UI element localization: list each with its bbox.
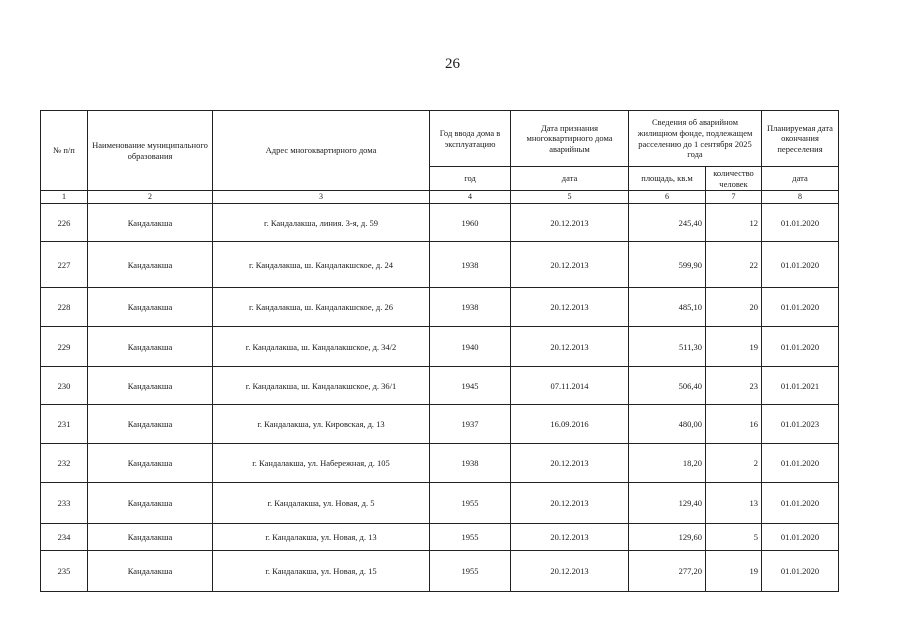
- cell-municipality: Кандалакша: [88, 204, 213, 242]
- cell-municipality: Кандалакша: [88, 551, 213, 592]
- header-year: Год ввода дома в эксплуатацию: [430, 111, 511, 167]
- header-address: Адрес многоквартирного дома: [213, 111, 430, 191]
- cell-people: 22: [706, 242, 762, 288]
- cell-area: 511,30: [629, 327, 706, 367]
- cell-area: 599,90: [629, 242, 706, 288]
- cell-year: 1960: [430, 204, 511, 242]
- column-number: 1: [41, 191, 88, 204]
- cell-municipality: Кандалакша: [88, 242, 213, 288]
- table-row: [41, 444, 839, 483]
- cell-municipality: Кандалакша: [88, 524, 213, 551]
- cell-area: 129,60: [629, 524, 706, 551]
- table-row: [41, 551, 839, 592]
- column-number: 6: [629, 191, 706, 204]
- subheader-date: дата: [511, 167, 629, 191]
- cell-planned-date: 01.01.2020: [762, 288, 839, 327]
- cell-planned-date: 01.01.2023: [762, 405, 839, 444]
- cell-planned-date: 01.01.2021: [762, 367, 839, 405]
- cell-recognition-date: 20.12.2013: [511, 242, 629, 288]
- table-body: [41, 204, 839, 592]
- column-number: 2: [88, 191, 213, 204]
- cell-address: г. Кандалакша, ул. Новая, д. 15: [213, 551, 430, 592]
- subheader-people: количество человек: [706, 167, 762, 191]
- cell-area: 480,00: [629, 405, 706, 444]
- cell-area: 18,20: [629, 444, 706, 483]
- table-row: [41, 327, 839, 367]
- cell-num: 233: [41, 483, 88, 524]
- cell-area: 277,20: [629, 551, 706, 592]
- cell-planned-date: 01.01.2020: [762, 551, 839, 592]
- cell-address: г. Кандалакша, линия. 3-я, д. 59: [213, 204, 430, 242]
- cell-people: 13: [706, 483, 762, 524]
- cell-recognition-date: 20.12.2013: [511, 327, 629, 367]
- cell-planned-date: 01.01.2020: [762, 204, 839, 242]
- table-row: [41, 242, 839, 288]
- cell-area: 245,40: [629, 204, 706, 242]
- cell-people: 19: [706, 551, 762, 592]
- cell-recognition-date: 20.12.2013: [511, 288, 629, 327]
- header-municipality: Наименование муниципального образования: [88, 111, 213, 191]
- cell-num: 227: [41, 242, 88, 288]
- cell-people: 23: [706, 367, 762, 405]
- header-recognition-date: Дата признания многоквартирного дома аварийным: [511, 111, 629, 167]
- header-num: № п/п: [41, 111, 88, 191]
- cell-address: г. Кандалакша, ш. Кандалакшское, д. 26: [213, 288, 430, 327]
- cell-year: 1955: [430, 551, 511, 592]
- header-emergency-info: Сведения об аварийном жилищном фонде, подлежащем расселению до 1 сентября 2025 года: [629, 111, 762, 167]
- cell-planned-date: 01.01.2020: [762, 327, 839, 367]
- subheader-year: год: [430, 167, 511, 191]
- cell-area: 129,40: [629, 483, 706, 524]
- table-row: [41, 524, 839, 551]
- cell-recognition-date: 16.09.2016: [511, 405, 629, 444]
- cell-recognition-date: 20.12.2013: [511, 551, 629, 592]
- cell-recognition-date: 07.11.2014: [511, 367, 629, 405]
- cell-municipality: Кандалакша: [88, 367, 213, 405]
- cell-year: 1938: [430, 242, 511, 288]
- cell-recognition-date: 20.12.2013: [511, 444, 629, 483]
- column-number: 8: [762, 191, 839, 204]
- cell-num: 229: [41, 327, 88, 367]
- cell-year: 1937: [430, 405, 511, 444]
- table-row: [41, 204, 839, 242]
- subheader-area: площадь, кв.м: [629, 167, 706, 191]
- column-number: 4: [430, 191, 511, 204]
- column-number: 5: [511, 191, 629, 204]
- cell-area: 485,10: [629, 288, 706, 327]
- cell-num: 234: [41, 524, 88, 551]
- cell-people: 5: [706, 524, 762, 551]
- cell-address: г. Кандалакша, ул. Набережная, д. 105: [213, 444, 430, 483]
- cell-num: 235: [41, 551, 88, 592]
- table-row: [41, 405, 839, 444]
- cell-year: 1940: [430, 327, 511, 367]
- subheader-planned: дата: [762, 167, 839, 191]
- page-number: 26: [445, 56, 460, 72]
- cell-municipality: Кандалакша: [88, 288, 213, 327]
- cell-address: г. Кандалакша, ш. Кандалакшское, д. 24: [213, 242, 430, 288]
- table-row: [41, 483, 839, 524]
- cell-planned-date: 01.01.2020: [762, 524, 839, 551]
- cell-num: 228: [41, 288, 88, 327]
- cell-num: 231: [41, 405, 88, 444]
- cell-address: г. Кандалакша, ул. Кировская, д. 13: [213, 405, 430, 444]
- cell-municipality: Кандалакша: [88, 483, 213, 524]
- column-number: 3: [213, 191, 430, 204]
- cell-year: 1955: [430, 524, 511, 551]
- cell-recognition-date: 20.12.2013: [511, 204, 629, 242]
- cell-municipality: Кандалакша: [88, 405, 213, 444]
- cell-planned-date: 01.01.2020: [762, 483, 839, 524]
- cell-address: г. Кандалакша, ш. Кандалакшское, д. 36/1: [213, 367, 430, 405]
- emergency-housing-table: [40, 110, 839, 592]
- cell-year: 1938: [430, 288, 511, 327]
- cell-year: 1945: [430, 367, 511, 405]
- cell-recognition-date: 20.12.2013: [511, 483, 629, 524]
- cell-num: 232: [41, 444, 88, 483]
- cell-recognition-date: 20.12.2013: [511, 524, 629, 551]
- cell-address: г. Кандалакша, ул. Новая, д. 5: [213, 483, 430, 524]
- cell-planned-date: 01.01.2020: [762, 444, 839, 483]
- header-planned: Планируемая дата окончания переселения: [762, 111, 839, 167]
- column-number: 7: [706, 191, 762, 204]
- column-numbers-row: [41, 191, 839, 204]
- table-row: [41, 288, 839, 327]
- cell-people: 19: [706, 327, 762, 367]
- cell-num: 230: [41, 367, 88, 405]
- cell-municipality: Кандалакша: [88, 327, 213, 367]
- cell-people: 12: [706, 204, 762, 242]
- cell-people: 16: [706, 405, 762, 444]
- cell-planned-date: 01.01.2020: [762, 242, 839, 288]
- cell-area: 506,40: [629, 367, 706, 405]
- cell-year: 1938: [430, 444, 511, 483]
- cell-municipality: Кандалакша: [88, 444, 213, 483]
- table-row: [41, 367, 839, 405]
- cell-num: 226: [41, 204, 88, 242]
- cell-address: г. Кандалакша, ул. Новая, д. 13: [213, 524, 430, 551]
- cell-people: 20: [706, 288, 762, 327]
- cell-year: 1955: [430, 483, 511, 524]
- cell-people: 2: [706, 444, 762, 483]
- cell-address: г. Кандалакша, ш. Кандалакшское, д. 34/2: [213, 327, 430, 367]
